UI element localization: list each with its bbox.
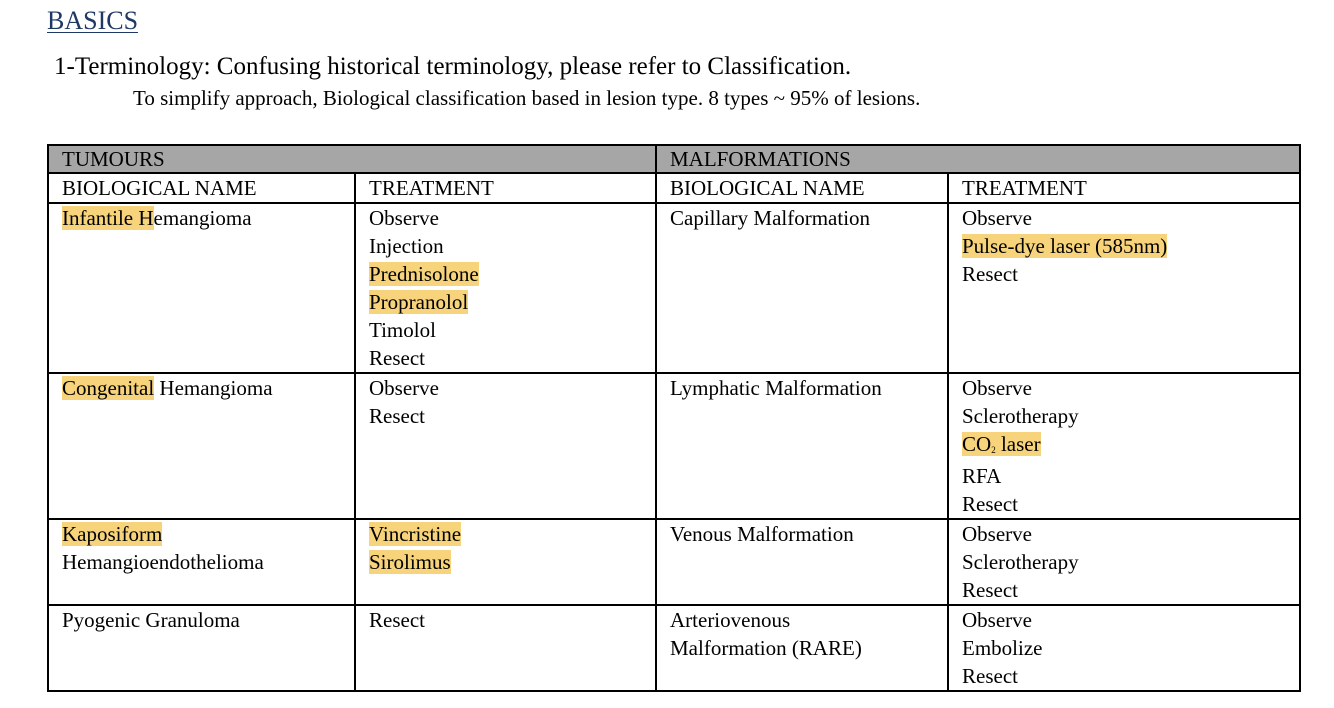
malformation-name-cell: [656, 519, 948, 605]
classification-note: To simplify approach, Biological classification based in lesion type. 8 types ~ 95% of lesions.: [133, 86, 921, 110]
tumour-name-cell: [48, 373, 355, 519]
tumour-name-cell: [48, 519, 355, 605]
cell-text: Hemangioendothelioma: [62, 550, 264, 574]
treatment-item: Sclerotherapy: [962, 404, 1079, 428]
treatment-item: Embolize: [962, 636, 1043, 660]
cell-text: Venous Malformation: [670, 522, 854, 546]
tumour-treatment-cell: [355, 605, 656, 691]
subscript: 2: [991, 445, 996, 455]
treatment-item: Resect: [962, 492, 1018, 516]
treatment-item: Observe: [962, 376, 1032, 400]
lesion-table: [47, 144, 1301, 692]
malformation-treatment-cell: [948, 519, 1300, 605]
treatment-item: Resect: [962, 578, 1018, 602]
cell-text: Lymphatic Malformation: [670, 376, 882, 400]
malformation-treatment-cell: [948, 203, 1300, 373]
cell-text: Hemangioma: [154, 376, 273, 400]
section-heading: BASICS: [47, 6, 139, 35]
tumour-treatment-cell: [355, 373, 656, 519]
table-row: [48, 373, 1300, 519]
treatment-item-highlighted: Prednisolone: [369, 262, 479, 286]
treatment-item: Sclerotherapy: [962, 550, 1079, 574]
cell-text: Arteriovenous: [670, 608, 791, 632]
cell-text: Malformation (RARE): [670, 636, 862, 660]
malformation-name-cell: [656, 373, 948, 519]
tumour-name-cell: [48, 203, 355, 373]
group-header-tumours: TUMOURS: [48, 145, 656, 173]
table-row: [48, 605, 1300, 691]
highlighted-text: Kaposiform: [62, 522, 163, 546]
malformation-name-cell: [656, 605, 948, 691]
highlighted-text: Congenital: [62, 376, 155, 400]
column-header-tumour-name: BIOLOGICAL NAME: [48, 173, 355, 203]
treatment-item-highlighted: Propranolol: [369, 290, 469, 314]
malformation-name-cell: [656, 203, 948, 373]
treatment-item: Resect: [369, 346, 425, 370]
group-header-malformations: MALFORMATIONS: [656, 145, 1300, 173]
table-row: [48, 203, 1300, 373]
treatment-item: Observe: [962, 608, 1032, 632]
column-header-row: [48, 173, 1300, 203]
tumour-treatment-cell: [355, 203, 656, 373]
terminology-line: 1-Terminology: Confusing historical terminology, please refer to Classification.: [54, 53, 852, 80]
tumour-treatment-cell: [355, 519, 656, 605]
malformation-treatment-cell: [948, 605, 1300, 691]
treatment-item: Observe: [369, 376, 439, 400]
treatment-item: Timolol: [369, 318, 436, 342]
treatment-item: Observe: [962, 522, 1032, 546]
table-row: [48, 519, 1300, 605]
cell-text: Capillary Malformation: [670, 206, 871, 230]
treatment-item: Observe: [369, 206, 439, 230]
highlighted-text: Infantile H: [62, 206, 154, 230]
treatment-item: Resect: [369, 608, 425, 632]
malformation-treatment-cell: [948, 373, 1300, 519]
treatment-item: Injection: [369, 234, 444, 258]
tumour-name-cell: [48, 605, 355, 691]
treatment-item: Resect: [962, 262, 1018, 286]
treatment-item: RFA: [962, 464, 1002, 488]
treatment-item-highlighted: Sirolimus: [369, 550, 451, 574]
group-header-row: [48, 145, 1300, 173]
treatment-item: Resect: [369, 404, 425, 428]
column-header-malformation-treatment: TREATMENT: [948, 173, 1300, 203]
cell-text: Pyogenic Granuloma: [62, 608, 240, 632]
treatment-item: Resect: [962, 664, 1018, 688]
column-header-malformation-name: BIOLOGICAL NAME: [656, 173, 948, 203]
treatment-item-highlighted: $CO_2$ laser: [962, 432, 1041, 456]
treatment-item: Observe: [962, 206, 1032, 230]
treatment-item-highlighted: Vincristine: [369, 522, 462, 546]
column-header-tumour-treatment: TREATMENT: [355, 173, 656, 203]
cell-text: emangioma: [153, 206, 252, 230]
treatment-item-highlighted: Pulse-dye laser (585nm): [962, 234, 1168, 258]
